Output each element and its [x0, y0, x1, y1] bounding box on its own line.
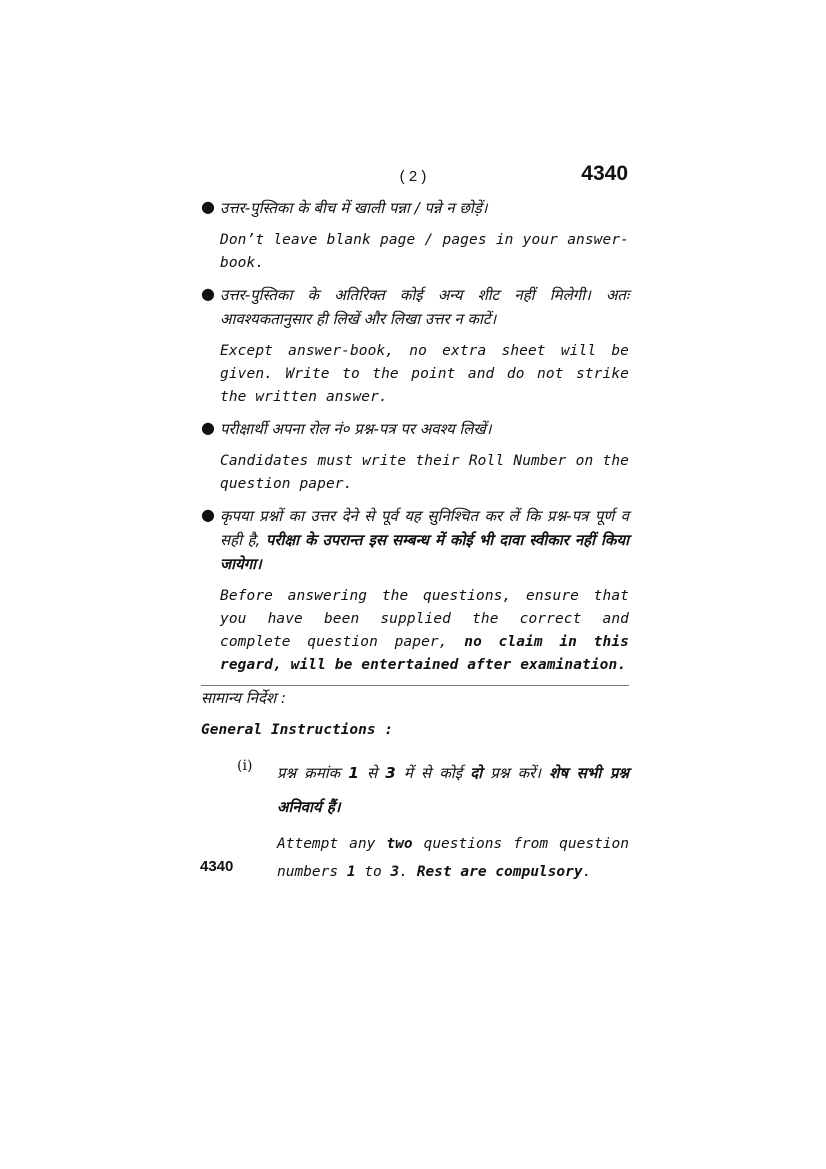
instruction-english-text: Before answering the questions, ensure that you have been supplied the correct and complete question paper, — [220, 588, 629, 650]
english-part: to — [364, 864, 382, 880]
general-instruction-hindi — [277, 756, 629, 824]
instructions-section — [201, 196, 629, 886]
bullet-icon: ● — [201, 284, 215, 303]
bullet-icon: ● — [201, 505, 215, 524]
english-part: . — [399, 864, 408, 880]
instruction-item — [201, 196, 629, 275]
english-num: 3 — [390, 864, 400, 880]
hindi-part: से — [366, 764, 378, 782]
instruction-hindi: उत्तर-पुस्तिका के अतिरिक्त कोई अन्य शीट नहीं मिलेगी। अतः आवश्यकतानुसार ही लिखें और लिखा उत्तर न काटें। — [220, 286, 629, 328]
hindi-part: में से कोई — [403, 764, 463, 782]
hindi-part: प्रश्न क्रमांक — [277, 764, 341, 782]
hindi-num: 3 — [385, 764, 396, 782]
english-part: questions from question numbers — [277, 836, 629, 880]
hindi-num: 1 — [348, 764, 359, 782]
hindi-bold: दो — [470, 764, 483, 782]
instruction-item — [201, 504, 629, 677]
english-part: Attempt any — [277, 836, 376, 852]
english-bold: Rest are compulsory — [416, 864, 583, 880]
instruction-hindi — [220, 504, 629, 576]
general-instruction-item — [201, 756, 629, 886]
bullet-icon: ● — [201, 197, 215, 216]
instruction-english — [220, 585, 629, 677]
hindi-bold: शेष सभी प्रश्न अनिवार्य हैं। — [277, 764, 629, 816]
general-instruction-english — [277, 830, 629, 886]
page-number: ( 2 ) — [399, 168, 427, 185]
hindi-part: प्रश्न करें। — [490, 764, 541, 782]
instruction-hindi-bold: परीक्षा के उपरान्त इस सम्बन्ध में कोई भी दावा स्वीकार नहीं किया जायेगा। — [220, 531, 629, 573]
instruction-hindi-text: कृपया प्रश्नों का उत्तर देने से पूर्व यह सुनिश्चित कर लें कि प्रश्न-पत्र पूर्ण व सही है, — [220, 507, 629, 549]
general-heading-hindi: सामान्य निर्देश : — [201, 689, 286, 707]
general-heading-english: General Instructions : — [201, 722, 394, 738]
paper-code-bottom: 4340 — [200, 858, 234, 875]
english-num: 1 — [346, 864, 356, 880]
instruction-hindi: उत्तर-पुस्तिका के बीच में खाली पन्ना / पन्ने न छोड़ें। — [220, 199, 488, 217]
instruction-english: Except answer-book, no extra sheet will be given. Write to the point and do not strike the written answer. — [220, 343, 629, 405]
instruction-item — [201, 283, 629, 409]
instruction-item — [201, 417, 629, 496]
bullet-icon: ● — [201, 418, 215, 437]
instruction-english: Candidates must write their Roll Number on the question paper. — [220, 453, 629, 492]
instruction-english: Don’t leave blank page / pages in your answer-book. — [220, 232, 629, 271]
english-part: . — [582, 864, 592, 880]
paper-code-top: 4340 — [581, 162, 628, 185]
item-number: (i) — [237, 758, 253, 774]
instruction-hindi: परीक्षार्थी अपना रोल नं० प्रश्न-पत्र पर अवश्य लिखें। — [220, 420, 492, 438]
english-bold: two — [386, 836, 413, 852]
instruction-english-bold: no claim in this regard, will be entertained after examination. — [220, 634, 629, 673]
